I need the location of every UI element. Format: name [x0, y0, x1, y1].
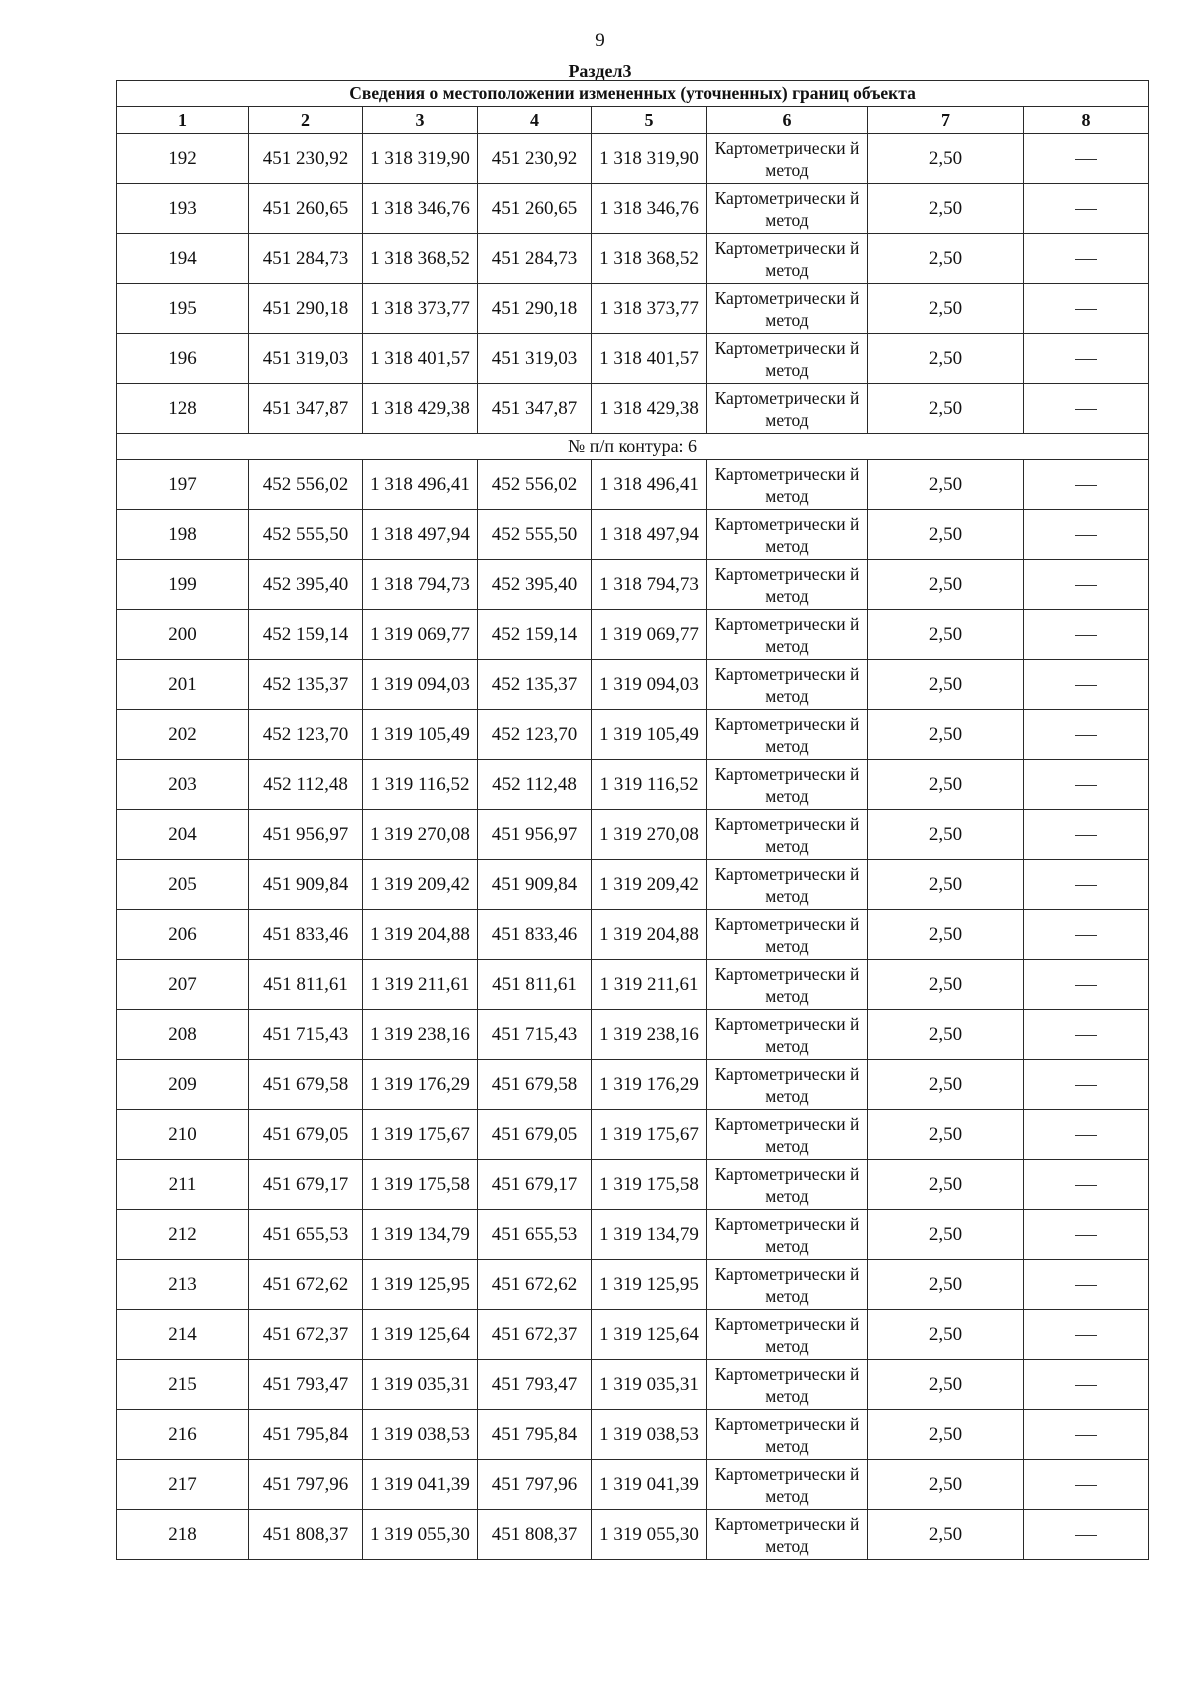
- dash-mark: [1075, 585, 1097, 586]
- cell-point-number: 218: [117, 1510, 249, 1560]
- cell-x-new: 452 112,48: [478, 760, 592, 810]
- dash-mark: [1075, 835, 1097, 836]
- cell-x-new: 451 679,05: [478, 1110, 592, 1160]
- column-number-1: 1: [117, 107, 249, 134]
- cell-method: Картометрически й метод: [707, 1010, 868, 1060]
- cell-accuracy: 2,50: [868, 660, 1024, 710]
- cell-method: Картометрически й метод: [707, 910, 868, 960]
- cell-y-new: 1 319 176,29: [592, 1060, 707, 1110]
- cell-y-new: 1 319 055,30: [592, 1510, 707, 1560]
- table-row: [117, 1410, 1149, 1460]
- cell-x-new: 451 909,84: [478, 860, 592, 910]
- dash-mark: [1075, 785, 1097, 786]
- table-row: [117, 910, 1149, 960]
- column-number-8: 8: [1024, 107, 1149, 134]
- cell-x-new: 452 395,40: [478, 560, 592, 610]
- table-row: [117, 284, 1149, 334]
- cell-note: [1024, 184, 1149, 234]
- cell-x-old: 452 395,40: [249, 560, 363, 610]
- cell-method: Картометрически й метод: [707, 334, 868, 384]
- cell-x-new: 451 715,43: [478, 1010, 592, 1060]
- cell-x-new: 451 230,92: [478, 134, 592, 184]
- cell-point-number: 201: [117, 660, 249, 710]
- cell-method: Картометрически й метод: [707, 760, 868, 810]
- cell-accuracy: 2,50: [868, 560, 1024, 610]
- cell-point-number: 204: [117, 810, 249, 860]
- cell-y-old: 1 318 496,41: [363, 460, 478, 510]
- cell-x-old: 451 956,97: [249, 810, 363, 860]
- cell-x-old: 451 795,84: [249, 1410, 363, 1460]
- table-row: [117, 710, 1149, 760]
- dash-mark: [1075, 635, 1097, 636]
- dash-mark: [1075, 485, 1097, 486]
- cell-note: [1024, 560, 1149, 610]
- cell-accuracy: 2,50: [868, 510, 1024, 560]
- dash-mark: [1075, 359, 1097, 360]
- cell-point-number: 215: [117, 1360, 249, 1410]
- cell-x-old: 451 260,65: [249, 184, 363, 234]
- dash-mark: [1075, 735, 1097, 736]
- cell-point-number: 214: [117, 1310, 249, 1360]
- cell-x-new: 452 556,02: [478, 460, 592, 510]
- cell-accuracy: 2,50: [868, 1060, 1024, 1110]
- cell-note: [1024, 334, 1149, 384]
- contour-row: [117, 434, 1149, 460]
- cell-accuracy: 2,50: [868, 460, 1024, 510]
- cell-note: [1024, 134, 1149, 184]
- cell-y-new: 1 318 401,57: [592, 334, 707, 384]
- cell-point-number: 209: [117, 1060, 249, 1110]
- cell-note: [1024, 1260, 1149, 1310]
- cell-y-new: 1 319 175,67: [592, 1110, 707, 1160]
- cell-method: Картометрически й метод: [707, 234, 868, 284]
- cell-method: Картометрически й метод: [707, 960, 868, 1010]
- cell-y-old: 1 319 069,77: [363, 610, 478, 660]
- contour-label: № п/п контура: 6: [117, 434, 1149, 460]
- table-row: [117, 384, 1149, 434]
- cell-accuracy: 2,50: [868, 1260, 1024, 1310]
- table-row: [117, 134, 1149, 184]
- cell-y-old: 1 318 429,38: [363, 384, 478, 434]
- cell-x-new: 451 811,61: [478, 960, 592, 1010]
- rows-bottom: [117, 460, 1149, 1560]
- cell-note: [1024, 1410, 1149, 1460]
- cell-x-old: 451 797,96: [249, 1460, 363, 1510]
- cell-y-new: 1 318 496,41: [592, 460, 707, 510]
- cell-y-old: 1 319 175,67: [363, 1110, 478, 1160]
- section-title: Раздел3: [568, 61, 632, 81]
- cell-note: [1024, 910, 1149, 960]
- cell-y-old: 1 319 125,95: [363, 1260, 478, 1310]
- cell-accuracy: 2,50: [868, 134, 1024, 184]
- cell-accuracy: 2,50: [868, 1460, 1024, 1510]
- cell-x-new: 451 679,17: [478, 1160, 592, 1210]
- cell-y-old: 1 318 794,73: [363, 560, 478, 610]
- cell-y-new: 1 319 069,77: [592, 610, 707, 660]
- cell-y-old: 1 319 055,30: [363, 1510, 478, 1560]
- cell-x-new: 451 679,58: [478, 1060, 592, 1110]
- cell-note: [1024, 760, 1149, 810]
- cell-x-old: 451 833,46: [249, 910, 363, 960]
- cell-note: [1024, 1060, 1149, 1110]
- table-row: [117, 1310, 1149, 1360]
- cell-y-new: 1 318 346,76: [592, 184, 707, 234]
- dash-mark: [1075, 259, 1097, 260]
- cell-y-old: 1 319 038,53: [363, 1410, 478, 1460]
- dash-mark: [1075, 409, 1097, 410]
- cell-note: [1024, 1460, 1149, 1510]
- cell-y-new: 1 319 204,88: [592, 910, 707, 960]
- cell-note: [1024, 234, 1149, 284]
- cell-accuracy: 2,50: [868, 760, 1024, 810]
- cell-x-old: 451 672,37: [249, 1310, 363, 1360]
- dash-mark: [1075, 935, 1097, 936]
- cell-y-new: 1 318 368,52: [592, 234, 707, 284]
- cell-accuracy: 2,50: [868, 284, 1024, 334]
- dash-mark: [1075, 1035, 1097, 1036]
- cell-point-number: 206: [117, 910, 249, 960]
- table-row: [117, 860, 1149, 910]
- table-row: [117, 960, 1149, 1010]
- cell-accuracy: 2,50: [868, 910, 1024, 960]
- cell-point-number: 205: [117, 860, 249, 910]
- cell-method: Картометрически й метод: [707, 1460, 868, 1510]
- table-row: [117, 1110, 1149, 1160]
- cell-point-number: 212: [117, 1210, 249, 1260]
- cell-y-new: 1 319 116,52: [592, 760, 707, 810]
- cell-y-new: 1 318 319,90: [592, 134, 707, 184]
- cell-x-new: 452 555,50: [478, 510, 592, 560]
- cell-y-old: 1 318 401,57: [363, 334, 478, 384]
- cell-y-old: 1 319 035,31: [363, 1360, 478, 1410]
- column-number-5: 5: [592, 107, 707, 134]
- cell-y-new: 1 319 041,39: [592, 1460, 707, 1510]
- cell-y-old: 1 318 346,76: [363, 184, 478, 234]
- dash-mark: [1075, 985, 1097, 986]
- cell-x-old: 452 555,50: [249, 510, 363, 560]
- cell-y-new: 1 318 429,38: [592, 384, 707, 434]
- cell-x-new: 452 159,14: [478, 610, 592, 660]
- table-row: [117, 660, 1149, 710]
- dash-mark: [1075, 1535, 1097, 1536]
- cell-x-new: 451 672,37: [478, 1310, 592, 1360]
- cell-note: [1024, 284, 1149, 334]
- dash-mark: [1075, 1235, 1097, 1236]
- cell-y-old: 1 318 373,77: [363, 284, 478, 334]
- cell-x-old: 451 672,62: [249, 1260, 363, 1310]
- table-row: [117, 184, 1149, 234]
- cell-x-new: 451 808,37: [478, 1510, 592, 1560]
- dash-mark: [1075, 1135, 1097, 1136]
- cell-x-new: 452 135,37: [478, 660, 592, 710]
- table-row: [117, 510, 1149, 560]
- dash-mark: [1075, 1185, 1097, 1186]
- cell-accuracy: 2,50: [868, 960, 1024, 1010]
- cell-point-number: 199: [117, 560, 249, 610]
- cell-point-number: 194: [117, 234, 249, 284]
- cell-note: [1024, 1210, 1149, 1260]
- cell-point-number: 213: [117, 1260, 249, 1310]
- cell-y-new: 1 319 270,08: [592, 810, 707, 860]
- column-number-7: 7: [868, 107, 1024, 134]
- cell-note: [1024, 810, 1149, 860]
- cell-y-old: 1 319 204,88: [363, 910, 478, 960]
- cell-y-old: 1 319 116,52: [363, 760, 478, 810]
- cell-point-number: 207: [117, 960, 249, 1010]
- cell-y-new: 1 319 125,64: [592, 1310, 707, 1360]
- cell-x-old: 451 793,47: [249, 1360, 363, 1410]
- cell-x-new: 451 672,62: [478, 1260, 592, 1310]
- cell-accuracy: 2,50: [868, 1410, 1024, 1460]
- cell-accuracy: 2,50: [868, 184, 1024, 234]
- cell-y-new: 1 319 125,95: [592, 1260, 707, 1310]
- cell-method: Картометрически й метод: [707, 1160, 868, 1210]
- cell-y-old: 1 319 209,42: [363, 860, 478, 910]
- cell-x-new: 451 956,97: [478, 810, 592, 860]
- cell-x-old: 451 655,53: [249, 1210, 363, 1260]
- cell-y-new: 1 319 209,42: [592, 860, 707, 910]
- table-row: [117, 1010, 1149, 1060]
- cell-point-number: 128: [117, 384, 249, 434]
- cell-x-new: 451 795,84: [478, 1410, 592, 1460]
- cell-x-new: 451 290,18: [478, 284, 592, 334]
- cell-y-old: 1 319 270,08: [363, 810, 478, 860]
- cell-method: Картометрически й метод: [707, 1210, 868, 1260]
- table-row: [117, 560, 1149, 610]
- cell-point-number: 217: [117, 1460, 249, 1510]
- table-row: [117, 234, 1149, 284]
- cell-method: Картометрически й метод: [707, 1260, 868, 1310]
- cell-y-old: 1 318 497,94: [363, 510, 478, 560]
- table-row: [117, 1260, 1149, 1310]
- cell-point-number: 192: [117, 134, 249, 184]
- column-number-6: 6: [707, 107, 868, 134]
- table-row: [117, 1060, 1149, 1110]
- cell-x-new: 452 123,70: [478, 710, 592, 760]
- cell-y-old: 1 319 105,49: [363, 710, 478, 760]
- cell-x-new: 451 347,87: [478, 384, 592, 434]
- cell-method: Картометрически й метод: [707, 1410, 868, 1460]
- cell-method: Картометрически й метод: [707, 560, 868, 610]
- cell-point-number: 203: [117, 760, 249, 810]
- dash-mark: [1075, 885, 1097, 886]
- cell-method: Картометрически й метод: [707, 1510, 868, 1560]
- cell-accuracy: 2,50: [868, 860, 1024, 910]
- cell-x-old: 451 230,92: [249, 134, 363, 184]
- cell-x-old: 451 679,58: [249, 1060, 363, 1110]
- dash-mark: [1075, 1335, 1097, 1336]
- dash-mark: [1075, 685, 1097, 686]
- cell-point-number: 200: [117, 610, 249, 660]
- cell-note: [1024, 510, 1149, 560]
- cell-point-number: 216: [117, 1410, 249, 1460]
- table-row: [117, 610, 1149, 660]
- cell-x-old: 452 112,48: [249, 760, 363, 810]
- cell-y-new: 1 319 238,16: [592, 1010, 707, 1060]
- table-row: [117, 334, 1149, 384]
- cell-point-number: 202: [117, 710, 249, 760]
- cell-x-old: 452 135,37: [249, 660, 363, 710]
- cell-method: Картометрически й метод: [707, 810, 868, 860]
- cell-note: [1024, 710, 1149, 760]
- cell-y-new: 1 319 105,49: [592, 710, 707, 760]
- cell-y-old: 1 318 319,90: [363, 134, 478, 184]
- cell-y-new: 1 319 038,53: [592, 1410, 707, 1460]
- cell-y-old: 1 319 238,16: [363, 1010, 478, 1060]
- column-number-row: [117, 107, 1149, 134]
- table-row: [117, 1160, 1149, 1210]
- dash-mark: [1075, 1085, 1097, 1086]
- cell-note: [1024, 1360, 1149, 1410]
- cell-x-new: 451 797,96: [478, 1460, 592, 1510]
- page-number: 9: [595, 30, 605, 51]
- cell-point-number: 210: [117, 1110, 249, 1160]
- cell-x-old: 452 556,02: [249, 460, 363, 510]
- cell-method: Картометрически й метод: [707, 1060, 868, 1110]
- column-number-2: 2: [249, 107, 363, 134]
- cell-point-number: 198: [117, 510, 249, 560]
- cell-x-old: 452 159,14: [249, 610, 363, 660]
- cell-method: Картометрически й метод: [707, 284, 868, 334]
- cell-x-old: 451 347,87: [249, 384, 363, 434]
- cell-x-old: 451 811,61: [249, 960, 363, 1010]
- cell-method: Картометрически й метод: [707, 510, 868, 560]
- table-row: [117, 760, 1149, 810]
- cell-y-old: 1 319 041,39: [363, 1460, 478, 1510]
- dash-mark: [1075, 159, 1097, 160]
- cell-accuracy: 2,50: [868, 810, 1024, 860]
- cell-accuracy: 2,50: [868, 1160, 1024, 1210]
- cell-y-new: 1 319 175,58: [592, 1160, 707, 1210]
- cell-point-number: 208: [117, 1010, 249, 1060]
- dash-mark: [1075, 1385, 1097, 1386]
- table-row: [117, 460, 1149, 510]
- cell-note: [1024, 660, 1149, 710]
- cell-y-old: 1 318 368,52: [363, 234, 478, 284]
- cell-accuracy: 2,50: [868, 610, 1024, 660]
- cell-note: [1024, 610, 1149, 660]
- cell-point-number: 196: [117, 334, 249, 384]
- cell-y-old: 1 319 176,29: [363, 1060, 478, 1110]
- cell-x-old: 451 679,05: [249, 1110, 363, 1160]
- cell-note: [1024, 1160, 1149, 1210]
- cell-x-old: 452 123,70: [249, 710, 363, 760]
- cell-note: [1024, 860, 1149, 910]
- cell-y-old: 1 319 211,61: [363, 960, 478, 1010]
- cell-y-new: 1 319 035,31: [592, 1360, 707, 1410]
- cell-point-number: 197: [117, 460, 249, 510]
- table-caption: Сведения о местоположении измененных (уточненных) границ объекта: [117, 81, 1149, 107]
- cell-x-new: 451 319,03: [478, 334, 592, 384]
- cell-accuracy: 2,50: [868, 384, 1024, 434]
- cell-x-old: 451 715,43: [249, 1010, 363, 1060]
- cell-note: [1024, 960, 1149, 1010]
- cell-y-new: 1 319 211,61: [592, 960, 707, 1010]
- cell-accuracy: 2,50: [868, 1010, 1024, 1060]
- cell-accuracy: 2,50: [868, 234, 1024, 284]
- table-row: [117, 1360, 1149, 1410]
- cell-x-new: 451 284,73: [478, 234, 592, 284]
- cell-y-old: 1 319 175,58: [363, 1160, 478, 1210]
- cell-accuracy: 2,50: [868, 1210, 1024, 1260]
- cell-y-new: 1 318 794,73: [592, 560, 707, 610]
- cell-note: [1024, 1510, 1149, 1560]
- cell-x-new: 451 655,53: [478, 1210, 592, 1260]
- table-row: [117, 810, 1149, 860]
- cell-method: Картометрически й метод: [707, 460, 868, 510]
- cell-accuracy: 2,50: [868, 334, 1024, 384]
- dash-mark: [1075, 1285, 1097, 1286]
- cell-method: Картометрически й метод: [707, 1310, 868, 1360]
- cell-y-new: 1 319 134,79: [592, 1210, 707, 1260]
- cell-accuracy: 2,50: [868, 1360, 1024, 1410]
- cell-x-old: 451 909,84: [249, 860, 363, 910]
- cell-y-old: 1 319 134,79: [363, 1210, 478, 1260]
- dash-mark: [1075, 209, 1097, 210]
- cell-y-new: 1 318 497,94: [592, 510, 707, 560]
- cell-accuracy: 2,50: [868, 710, 1024, 760]
- cell-x-old: 451 808,37: [249, 1510, 363, 1560]
- cell-method: Картометрически й метод: [707, 184, 868, 234]
- cell-x-old: 451 290,18: [249, 284, 363, 334]
- cell-x-old: 451 284,73: [249, 234, 363, 284]
- dash-mark: [1075, 1435, 1097, 1436]
- cell-accuracy: 2,50: [868, 1310, 1024, 1360]
- cell-point-number: 211: [117, 1160, 249, 1210]
- cell-note: [1024, 1010, 1149, 1060]
- cell-method: Картометрически й метод: [707, 860, 868, 910]
- cell-note: [1024, 1110, 1149, 1160]
- cell-y-new: 1 318 373,77: [592, 284, 707, 334]
- cell-method: Картометрически й метод: [707, 1110, 868, 1160]
- column-number-3: 3: [363, 107, 478, 134]
- column-number-4: 4: [478, 107, 592, 134]
- cell-y-new: 1 319 094,03: [592, 660, 707, 710]
- cell-point-number: 195: [117, 284, 249, 334]
- cell-method: Картометрически й метод: [707, 660, 868, 710]
- cell-x-old: 451 679,17: [249, 1160, 363, 1210]
- cell-method: Картометрически й метод: [707, 134, 868, 184]
- cell-accuracy: 2,50: [868, 1510, 1024, 1560]
- dash-mark: [1075, 1485, 1097, 1486]
- cell-x-new: 451 260,65: [478, 184, 592, 234]
- cell-method: Картометрически й метод: [707, 610, 868, 660]
- cell-method: Картометрически й метод: [707, 384, 868, 434]
- table-row: [117, 1510, 1149, 1560]
- cell-x-new: 451 833,46: [478, 910, 592, 960]
- cell-accuracy: 2,50: [868, 1110, 1024, 1160]
- cell-method: Картометрически й метод: [707, 1360, 868, 1410]
- table-row: [117, 1210, 1149, 1260]
- cell-point-number: 193: [117, 184, 249, 234]
- cell-x-new: 451 793,47: [478, 1360, 592, 1410]
- dash-mark: [1075, 309, 1097, 310]
- boundary-coordinates-table: [116, 80, 1149, 1560]
- cell-note: [1024, 384, 1149, 434]
- cell-y-old: 1 319 094,03: [363, 660, 478, 710]
- table-row: [117, 1460, 1149, 1510]
- cell-note: [1024, 1310, 1149, 1360]
- dash-mark: [1075, 535, 1097, 536]
- cell-note: [1024, 460, 1149, 510]
- cell-y-old: 1 319 125,64: [363, 1310, 478, 1360]
- cell-x-old: 451 319,03: [249, 334, 363, 384]
- cell-method: Картометрически й метод: [707, 710, 868, 760]
- rows-top: [117, 134, 1149, 434]
